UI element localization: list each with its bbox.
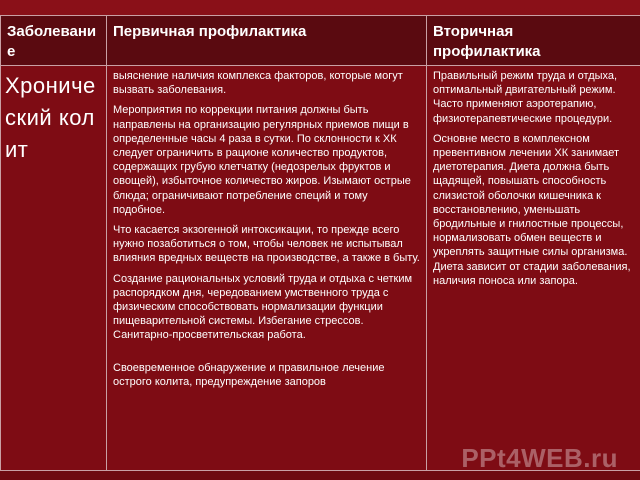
primary-paragraph: Своевременное обнаружение и правильное лечение острого колита, предупреждение запоров	[113, 361, 385, 388]
table-header-row	[1, 16, 640, 66]
primary-paragraph: Мероприятия по коррекции питания должны быть направлены на организацию регулярных приемов пищи в определенные часы 4 раза в сутки. По склонности к ХК следует ограничить в рационе количество продуктов, содержащих грубую клетчатку (недозрелых фруктов и овощей), избыточное количество жиров. Изымают острые блюда; ограничивают потребление специй и тому подобное.	[113, 104, 411, 216]
primary-paragraph: выяснение наличия комплекса факторов, которые могут вызвать заболевания.	[113, 70, 403, 97]
cell-disease	[1, 66, 107, 471]
prevention-table	[0, 15, 640, 471]
cell-primary-prevention	[107, 66, 427, 471]
watermark-logo: PPt4WEB.ru	[461, 443, 618, 473]
primary-paragraph: Создание рациональных условий труда и отдыха с четким распорядком дня, чередованием умственного труда с физическим способствовать нормализации функции пищеварительной системы. Избегание стрессов. Санитарно-просветительская работа.	[113, 272, 413, 342]
secondary-paragraph: Основне место в комплексном превентивном лечении ХК занимает диетотерапия. Диета должна быть щадящей, повышать способность слизистой оболочки кишечника к восстановлению, уменьшать бродильные и гнилостные процессы, нормализовать обмен веществ и укреплять защитные силы организма. Диета зависит от стадии заболевания, наличия поноса или запора.	[433, 132, 631, 287]
disease-name: Хронический колит	[5, 73, 96, 162]
primary-paragraph: Что касается экзогенной интоксикации, то прежде всего нужно позаботиться о том, чтобы человек не испытывал влияния вредных веществ на производстве, а также в быту.	[113, 224, 420, 265]
header-disease: Заболевание	[1, 16, 107, 66]
header-primary-prevention: Первичная профилактика	[107, 16, 427, 66]
cell-secondary-prevention	[427, 66, 640, 471]
secondary-paragraph: Правильный режим труда и отдыха, оптимальный двигательный режим. Часто применяют аэротерапию, физиотерапевтические процедури.	[433, 70, 618, 125]
table-row	[1, 66, 640, 471]
header-secondary-prevention: Вторичная профилактика	[427, 16, 640, 66]
